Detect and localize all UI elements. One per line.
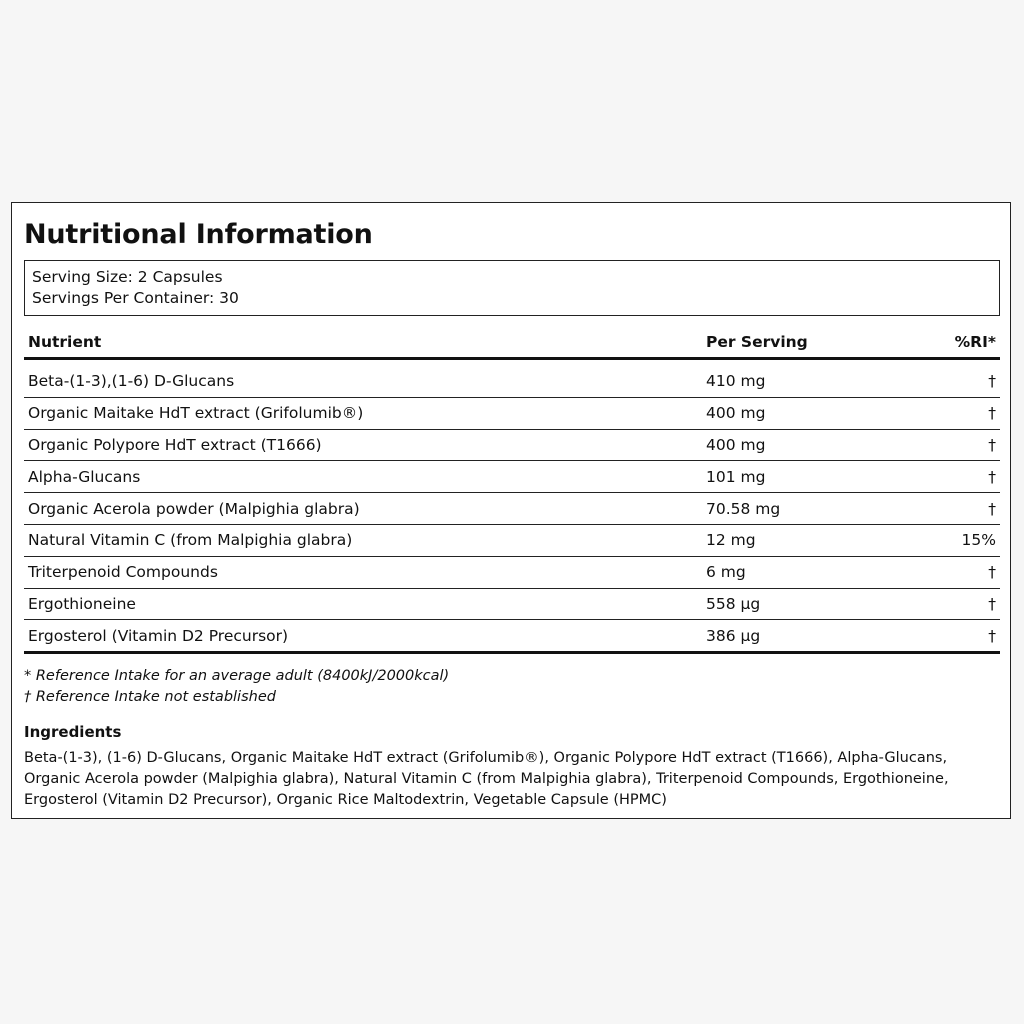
nutrient-name: Ergosterol (Vitamin D2 Precursor) [24,620,702,653]
servings-per-container: Servings Per Container: 30 [32,289,239,307]
nutrient-amount: 410 mg [702,359,920,398]
table-row [24,461,1000,493]
table-row [24,620,1000,653]
nutrient-name: Organic Maitake HdT extract (Grifolumib®) [24,397,702,429]
nutrient-ri: † [920,556,1000,588]
table-row [24,397,1000,429]
nutrient-ri: † [920,461,1000,493]
table-row [24,493,1000,525]
nutrient-amount: 400 mg [702,429,920,461]
table-row [24,524,1000,556]
table-header-row [24,327,1000,359]
nutrient-name: Triterpenoid Compounds [24,556,702,588]
nutrient-name: Organic Polypore HdT extract (T1666) [24,429,702,461]
table-row [24,588,1000,620]
nutrient-name: Beta-(1-3),(1-6) D-Glucans [24,359,702,398]
nutrient-name: Natural Vitamin C (from Malpighia glabra) [24,524,702,556]
ingredients-text: Beta-(1-3), (1-6) D-Glucans, Organic Maitake HdT extract (Grifolumib®), Organic Polypore HdT extract (T1666), Alpha-Glucans, Organic Acerola powder (Malpighia glabra), Natural Vitamin C (from Malpighia glabra), Triterpenoid Compounds, Ergothioneine, Ergosterol (Vitamin D2 Precursor), Organic Rice Maltodextrin, Vegetable Capsule (HPMC) [24,750,949,808]
ingredients-heading: Ingredients [24,723,122,741]
nutrient-ri: † [920,359,1000,398]
ri-footnote: * Reference Intake for an average adult (8400kJ/2000kcal) [24,668,450,684]
table-row [24,429,1000,461]
nutrient-name: Alpha-Glucans [24,461,702,493]
nutrient-name: Organic Acerola powder (Malpighia glabra) [24,493,702,525]
nutrient-ri: † [920,588,1000,620]
serving-size: Serving Size: 2 Capsules [32,268,223,286]
nutrition-panel [11,202,1011,819]
nutrient-ri: † [920,493,1000,525]
nutrient-amount: 6 mg [702,556,920,588]
serving-info-box [24,260,1000,316]
footnotes [24,666,449,708]
header-ri: %RI* [920,327,1000,359]
nutrient-ri: 15% [920,524,1000,556]
nutrient-amount: 101 mg [702,461,920,493]
nutrient-amount: 70.58 mg [702,493,920,525]
table-row [24,359,1000,398]
nutrient-ri: † [920,429,1000,461]
nutrient-table [24,327,1000,654]
nutrient-amount: 12 mg [702,524,920,556]
nutrient-amount: 558 µg [702,588,920,620]
dagger-footnote: † Reference Intake not established [24,689,276,705]
header-nutrient: Nutrient [24,327,702,359]
page-title: Nutritional Information [24,219,373,250]
nutrient-ri: † [920,397,1000,429]
nutrient-amount: 386 µg [702,620,920,653]
header-per-serving: Per Serving [702,327,920,359]
nutrient-ri: † [920,620,1000,653]
table-row [24,556,1000,588]
nutrient-name: Ergothioneine [24,588,702,620]
nutrient-amount: 400 mg [702,397,920,429]
